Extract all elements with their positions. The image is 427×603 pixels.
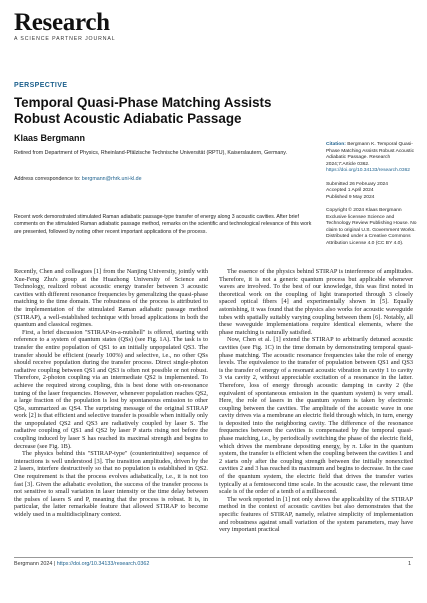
- citation-label: Citation:: [326, 142, 346, 147]
- footer-doi-link[interactable]: https://doi.org/10.34133/research.0362: [56, 561, 150, 567]
- journal-masthead: [14, 10, 116, 42]
- body-paragraph: Now, Chen et al. [1] extend the STIRAP to arbitrarily detuned acoustic cavities (see Fig. 1C) in the time domain by demonstrating temporal quasi-phase matching. The acoustic resonance frequencies take the role of energy levels. The equivalence to the transfer of population between QS1 and QS3 is the transfer of energy of a resonant acoustic vibration in cavity 1 to cavity 3 via cavity 2, without appreciable excitation of a resonance in the latter. Therefore, loss of energy through acoustic damping in cavity 2 (the equivalent of spontaneous emission in the quantum system) is very small. Here, the role of lasers in the quantum system is taken by electronic coupling between the cavities. The amplitude of the acoustic wave in one cavity drives via a membrane an electric field through which, in turn, energy is deposited into the neighboring cavity. The difference of the resonance frequencies between the cavities is compensated by the temporal quasi-phase matching, i.e., by periodically switching the phase of the electric field, which drives the membrane depositing energy, by π. Like in the quantum system, the transfer is efficient when the coupling between the cavities 1 and 2 starts only after the coupling strength between the initially nonexcited cavities 2 and 3 has reached its maximum and begins to decrease. In the case of the quantum system, the electric field that drives the transfer varies typically at a femtosecond time scale. In the acoustic case, the relevant time scale is of the order of a tenth of a millisecond.: [219, 336, 413, 496]
- copyright-block: Copyright © 2024 Klaas Bergmann Exclusive licensee Science and Technology Review Publishing House. No claim to original U.S. Government Works. Distributed under a Creative Commons Attribution License 4.0 (CC BY 4.0).: [326, 208, 417, 246]
- footer-divider: [14, 557, 413, 558]
- citation-block: [326, 142, 418, 175]
- article-author: Klaas Bergmann: [14, 133, 86, 143]
- body-column-left: [14, 268, 208, 519]
- article-title: Temporal Quasi-Phase Matching Assists Robust Acoustic Adiabatic Passage: [14, 95, 272, 126]
- dates-block: [326, 182, 418, 202]
- article-type-label: PERSPECTIVE: [14, 82, 68, 89]
- article-sidebar: [326, 142, 418, 254]
- footer-journal: Bergmann 2024 |: [14, 561, 56, 567]
- page-number: 1: [408, 561, 412, 567]
- body-paragraph: First, a brief discussion "STIRAP-in-a-nutshell" is offered, starting with reference to a system of quantum states (QSs) (see Fig. 1A). The task is to transfer the entire population of QS1 to an initially unpopulated QS3. The transfer should be efficient (nearly 100%) and selective, i.e., no other QSs should receive population during the transfer process. Direct single-photon radiative coupling between QS1 and QS3 is often not possible or not robust. Therefore, 2-photon coupling via an intermediate QS2 is implemented. To achieve the required strong coupling, this is best done with on-resonance tuning of the laser frequencies. However, whenever population reaches QS2, a large fraction of the population is lost by spontaneous emission to other QSs, summarized as QS4. The surprising message of the original STIRAP work [2] is that efficient and selective transfer is possible when initially only the unpopulated QS2 and QS3 are radiatively coupled by laser S. The radiative coupling of QS1 and QS2 by laser P starts rising not before the coupling induced by laser S has reached its maximal strength and begins to decrease (see Fig. 1B).: [14, 328, 208, 450]
- accepted-date: Accepted 1 April 2024: [326, 188, 374, 193]
- submitted-date: Submitted 26 February 2024: [326, 181, 388, 187]
- author-affiliation: Retired from Department of Physics, Rheinland-Pfälzische Technische Universität (RPTU), Kaiserslautern, Germany.: [14, 150, 287, 156]
- correspondence-line: [14, 176, 142, 182]
- journal-subtitle: A SCIENCE PARTNER JOURNAL: [14, 36, 116, 42]
- page-footer: [14, 561, 149, 567]
- body-paragraph: Recently, Chen and colleagues [1] from the Nanjing University, jointly with Xue-Feng Zhu's group at the Huazhong University of Science and Technology, realized robust acoustic energy transfer between 3 acoustic cavities with different resonance frequencies by generalizing the quasi-phase matching to the time domain. The robustness of the process is attributed to the implementation of the stimulated Raman adiabatic passage method (STIRAP), a well-established technique with broad applications in both the quantum and classical regimes.: [14, 268, 208, 329]
- body-paragraph: The work reported in [1] not only shows the applicability of the STIRAP method in the context of acoustic cavities but also demonstrates that the specific features of STIRAP, namely, relative simplicity of implementation and robustness against small variation of the system parameters, may have very important practical: [219, 495, 413, 534]
- citation-doi-link[interactable]: https://doi.org/10.34133/research.0362: [326, 168, 411, 173]
- correspondence-email-link[interactable]: bergmann@rhrk.uni-kl.de: [81, 176, 142, 182]
- correspondence-label: Address correspondence to:: [14, 176, 81, 182]
- published-date: Published 9 May 2024: [326, 194, 375, 200]
- journal-logo: Research: [14, 9, 110, 36]
- citation-text: Bergmann K. Temporal Quasi-Phase Matching Assists Robust Acoustic Adiabatic Passage. Research 2024;7:Article 0362.: [326, 142, 415, 167]
- abstract: Recent work demonstrated stimulated Raman adiabatic passage-type transfer of energy along 3 acoustic cavities. After brief comments on the stimulated Raman adiabatic passage method, remarks on the scientific and technological relevance of this work are presented, followed by noting other recent important applications of the process.: [14, 214, 312, 235]
- body-paragraph: The essence of the physics behind STIRAP is interference of amplitudes. Therefore, it is not a generic quantum process but applicable whenever waves are involved. To the best of our knowledge, this was first noted in theoretical work on the coupling of light transported through 3 closely spaced optical fibers [4] and experimentally shown in [5]. Equally astonishing, it was found that the physics also works for acoustic waveguide tubes with spatially suitably varying coupling between them [6]. Notably, all these waveguide implementations require identical elements, where the phase matching is naturally satisfied.: [219, 268, 413, 336]
- body-paragraph: The physics behind this "STIRAP-type" (counterintuitive) sequence of interactions is well understood [3]. The transition amplitudes, driven by the 2 lasers, interfere destructively so that no population is established in QS2. One requirement is that the process evolves adiabatically, i.e., it is not too fast [3]. Given the adiabatic evolution, the success of the transfer process is not sensitive to small variation in laser intensity or the time delay between the pulses of lasers S and P, meaning that the process is robust. It is, in particular, the latter remarkable feature that allowed STIRAP to become widely used in a multidisciplinary context.: [14, 450, 208, 518]
- body-column-right: [219, 268, 413, 534]
